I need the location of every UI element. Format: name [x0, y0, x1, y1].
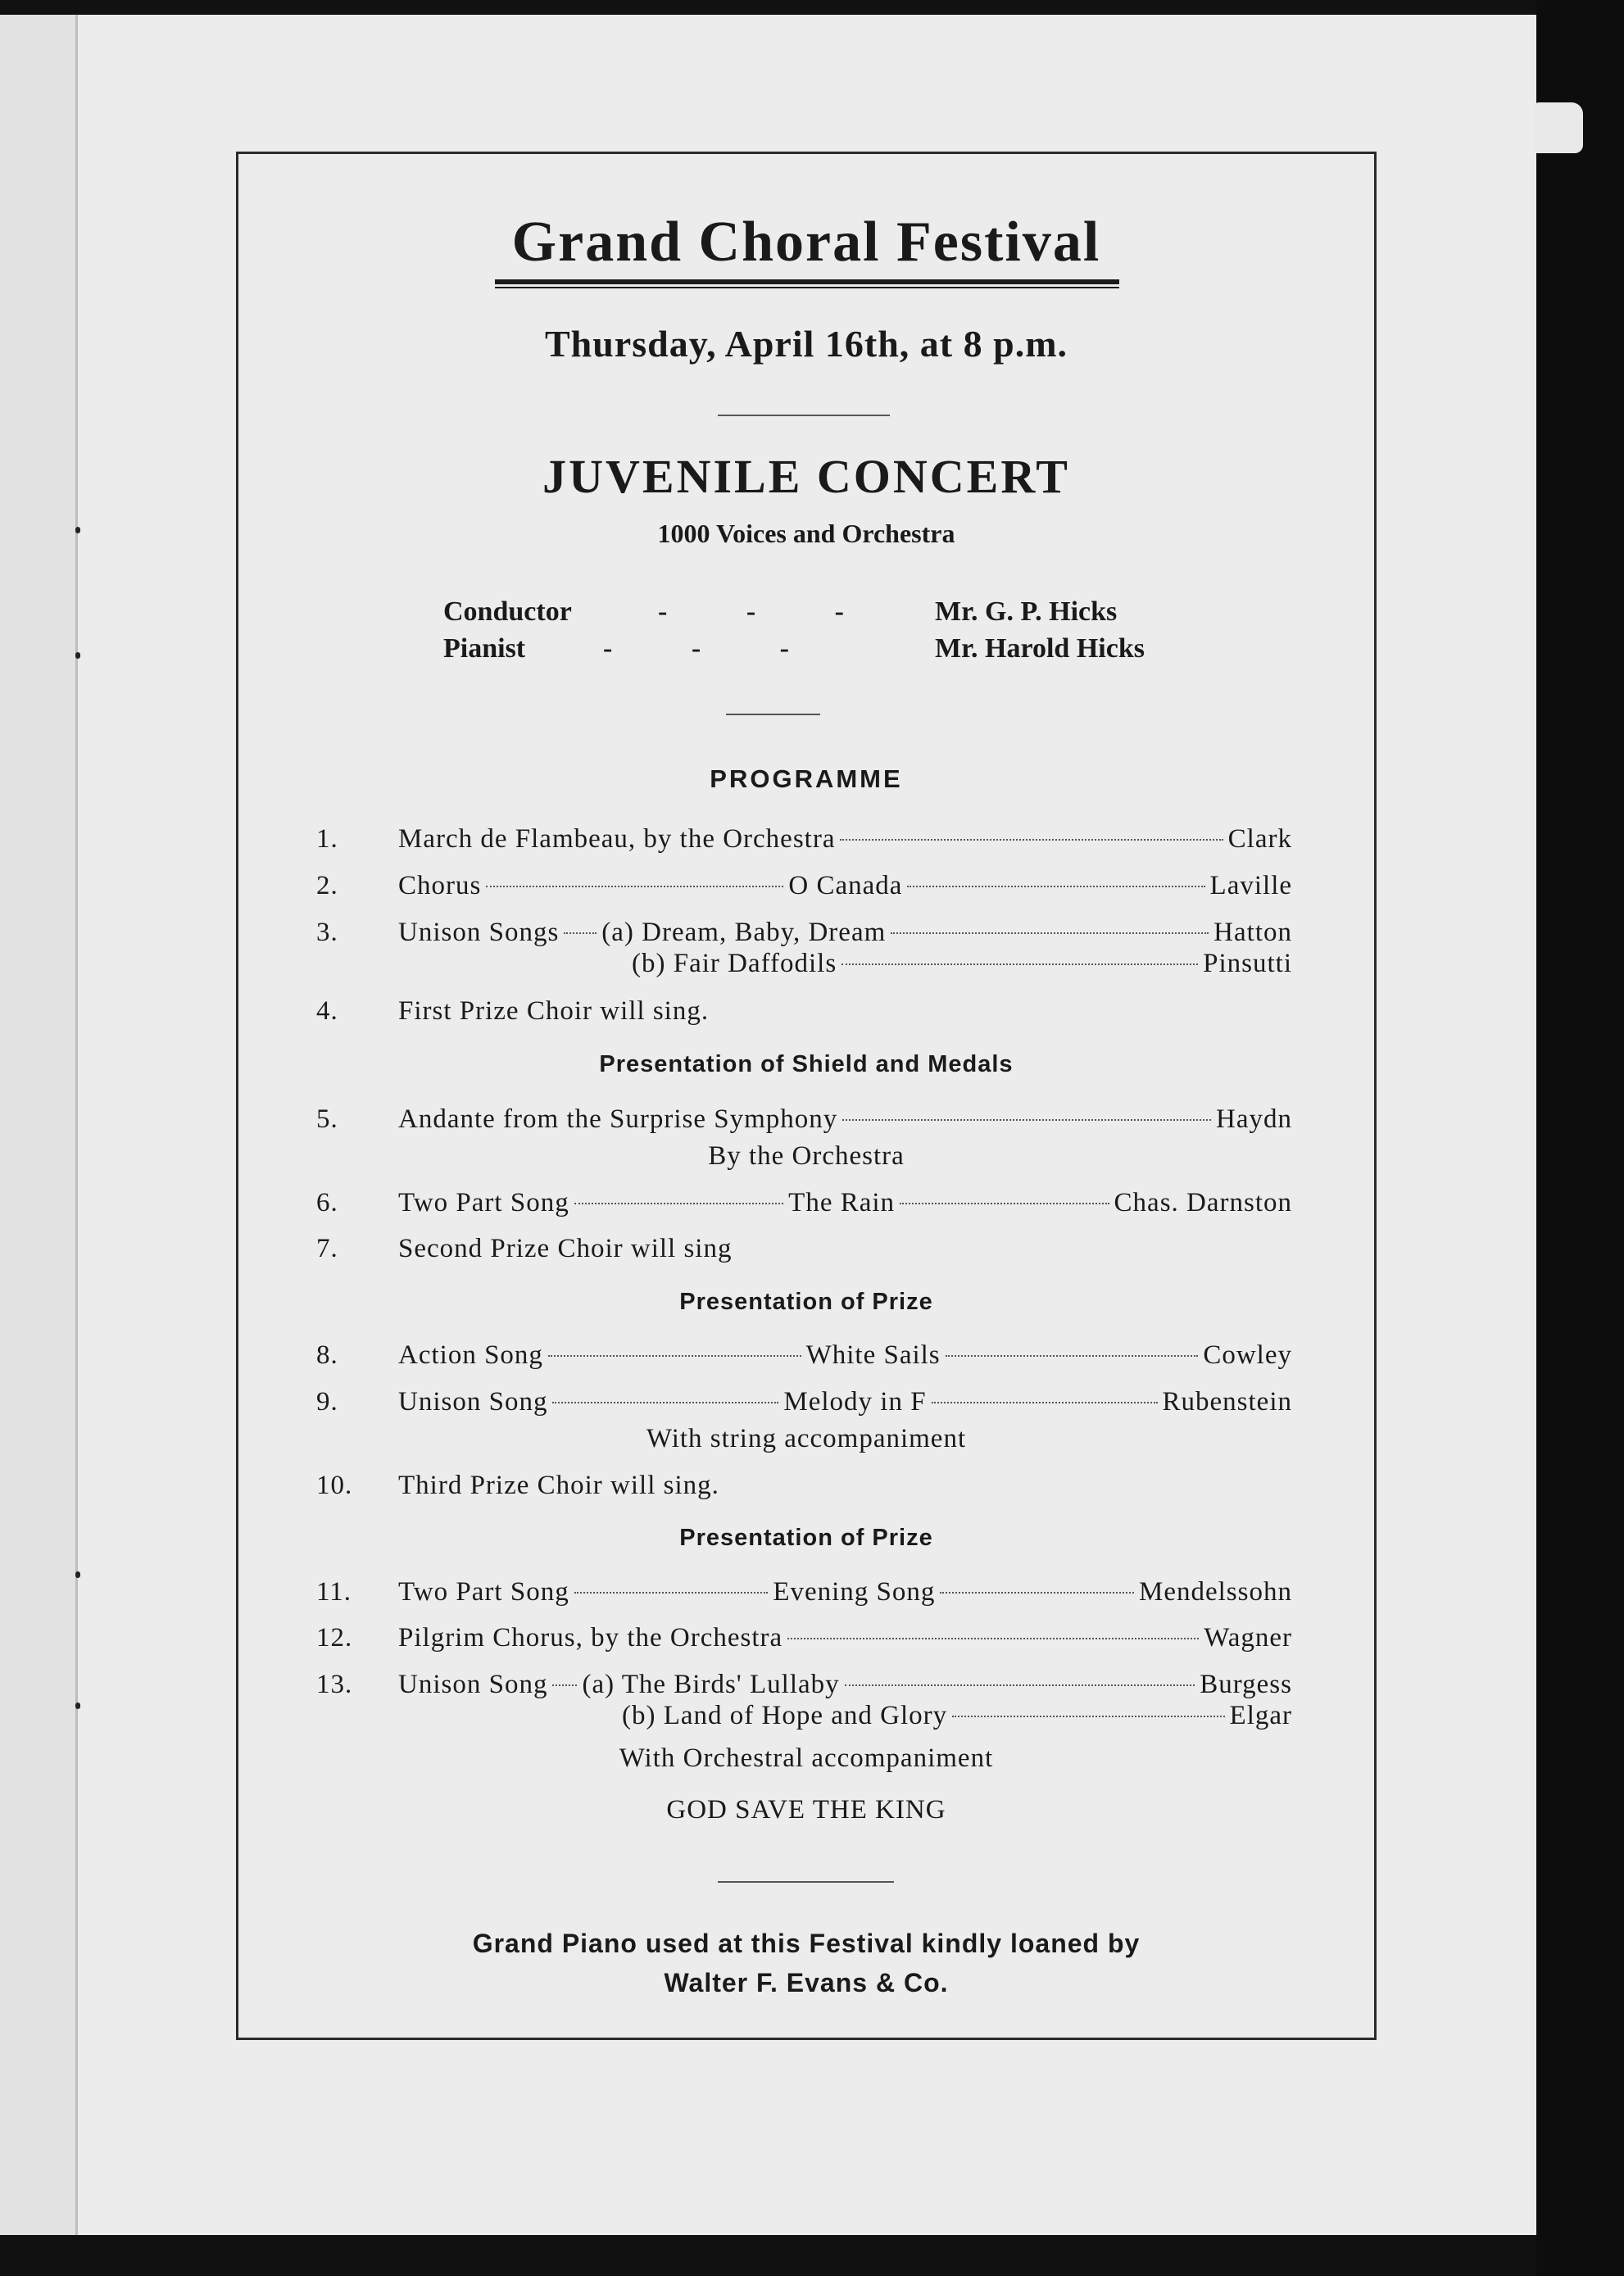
item-number: 8.: [316, 1340, 338, 1370]
item-title: Unison Songs: [398, 918, 560, 947]
left-page-edge: [0, 15, 78, 2235]
programme-item: [238, 1340, 1374, 1375]
festival-title: Grand Choral Festival: [511, 211, 1101, 274]
item-number: 6.: [316, 1188, 338, 1217]
item-piece: White Sails: [805, 1340, 941, 1370]
divider: [718, 415, 890, 416]
title-underline: [495, 279, 1119, 284]
item-piece: (b) Fair Daffodils: [632, 949, 837, 978]
section-heading: Presentation of Prize: [679, 1525, 933, 1551]
programme-frame: [236, 152, 1377, 2040]
item-composer: Pinsutti: [1203, 949, 1292, 978]
item-piece: Evening Song: [773, 1577, 936, 1607]
conductor-label: Conductor: [443, 596, 572, 627]
item-title: Unison Song: [398, 1670, 548, 1699]
pianist-leader: - - -: [603, 633, 825, 664]
programme-item: [238, 1670, 1374, 1704]
item-composer: Elgar: [1229, 1701, 1292, 1730]
item-number: 1.: [316, 824, 338, 854]
section-heading: Presentation of Shield and Medals: [599, 1051, 1014, 1077]
gutter-mark: [75, 1571, 80, 1578]
concert-subtitle: 1000 Voices and Orchestra: [657, 519, 955, 548]
item-piece: The Rain: [788, 1188, 896, 1217]
programme-item: [238, 824, 1374, 859]
gutter-mark: [75, 1702, 80, 1709]
item-number: 4.: [316, 996, 338, 1026]
item-piece: Melody in F: [783, 1387, 927, 1417]
footer-line-2: Walter F. Evans & Co.: [664, 1968, 949, 1997]
item-number: 7.: [316, 1234, 338, 1263]
item-composer: Chas. Darnston: [1114, 1188, 1292, 1217]
item-number: 12.: [316, 1623, 353, 1653]
conductor-leader: - - -: [658, 596, 880, 627]
concert-title: JUVENILE CONCERT: [542, 450, 1070, 503]
item-composer: Haydn: [1216, 1104, 1292, 1134]
item-title: Action Song: [398, 1340, 543, 1370]
item-composer: Mendelssohn: [1139, 1577, 1292, 1607]
programme-item-sub: [238, 949, 1374, 983]
pianist-name: Mr. Harold Hicks: [935, 633, 1145, 664]
pianist-label: Pianist: [443, 633, 526, 664]
item-title: First Prize Choir will sing.: [398, 996, 710, 1026]
programme-item: [238, 871, 1374, 905]
gutter-mark: [75, 652, 80, 659]
item-piece: O Canada: [788, 871, 903, 900]
item-piece: (a) Dream, Baby, Dream: [601, 918, 887, 947]
item-title: Two Part Song: [398, 1188, 569, 1217]
item-composer: Laville: [1209, 871, 1292, 900]
accompaniment-note: With string accompaniment: [646, 1424, 967, 1453]
item-title: Unison Song: [398, 1387, 548, 1417]
programme-item: [238, 918, 1374, 952]
item-title: Second Prize Choir will sing: [398, 1234, 733, 1263]
programme-item: [238, 1577, 1374, 1612]
right-page-edge: [1536, 0, 1624, 2276]
section-heading: Presentation of Prize: [679, 1289, 933, 1315]
item-piece: (b) Land of Hope and Glory: [622, 1701, 948, 1730]
divider: [726, 714, 820, 715]
item-title: Andante from the Surprise Symphony: [398, 1104, 838, 1134]
programme-item: [238, 996, 1374, 1031]
programme-item: [238, 1471, 1374, 1505]
item-piece: (a) The Birds' Lullaby: [582, 1670, 840, 1699]
conductor-name: Mr. G. P. Hicks: [935, 596, 1118, 627]
title-underline-thin: [495, 287, 1119, 288]
programme-item-sub: [238, 1701, 1374, 1735]
item-composer: Clark: [1227, 824, 1292, 854]
programme-item: [238, 1104, 1374, 1139]
item-title: March de Flambeau, by the Orchestra: [398, 824, 836, 854]
programme-item: [238, 1234, 1374, 1268]
accompaniment-note: With Orchestral accompaniment: [619, 1743, 994, 1773]
item-composer: Cowley: [1203, 1340, 1292, 1370]
item-composer: Rubenstein: [1162, 1387, 1292, 1417]
item-number: 3.: [316, 918, 338, 947]
performer-note: By the Orchestra: [708, 1141, 905, 1171]
item-composer: Hatton: [1213, 918, 1292, 947]
paper-tab-scrap: [1534, 102, 1583, 153]
item-number: 10.: [316, 1471, 353, 1500]
date-line: Thursday, April 16th, at 8 p.m.: [544, 323, 1068, 365]
footer-line-1: Grand Piano used at this Festival kindly loaned by: [472, 1929, 1141, 1958]
item-composer: Burgess: [1200, 1670, 1292, 1699]
programme-item: [238, 1387, 1374, 1421]
divider: [718, 1881, 894, 1883]
item-number: 11.: [316, 1577, 352, 1607]
programme-item: [238, 1623, 1374, 1657]
gutter-mark: [75, 527, 80, 533]
item-number: 13.: [316, 1670, 353, 1699]
item-number: 5.: [316, 1104, 338, 1134]
item-title: Two Part Song: [398, 1577, 569, 1607]
item-composer: Wagner: [1204, 1623, 1292, 1653]
programme-heading: PROGRAMME: [710, 764, 903, 793]
item-number: 9.: [316, 1387, 338, 1417]
item-number: 2.: [316, 871, 338, 900]
item-title: Chorus: [398, 871, 482, 900]
programme-item: [238, 1188, 1374, 1222]
anthem: GOD SAVE THE KING: [666, 1795, 946, 1825]
item-title: Pilgrim Chorus, by the Orchestra: [398, 1623, 783, 1653]
item-title: Third Prize Choir will sing.: [398, 1471, 719, 1500]
